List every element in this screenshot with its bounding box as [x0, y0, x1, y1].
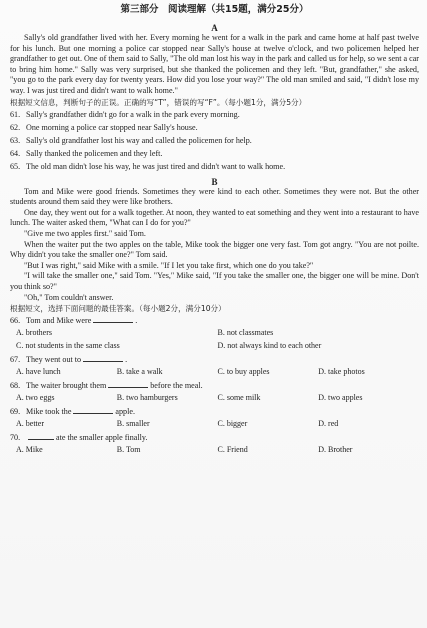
- passage-b-paragraph: "Give me two apples first." said Tom.: [24, 228, 146, 238]
- statement-item: [10, 121, 419, 134]
- answer-blank[interactable]: [108, 379, 148, 388]
- passage-a-label: A: [211, 23, 218, 33]
- option-c[interactable]: C. not students in the same class: [16, 341, 120, 351]
- part-title: 第三部分 阅读理解（共15题，满分25分）: [120, 4, 309, 15]
- question-70: [10, 431, 419, 443]
- statement-number: 65.: [10, 162, 21, 172]
- answer-blank[interactable]: [28, 431, 54, 440]
- question-text-after: before the meal.: [150, 381, 203, 391]
- option-b[interactable]: B. take a walk: [116, 367, 163, 377]
- answer-blank[interactable]: [93, 314, 133, 323]
- passage-b-paragraph: Tom and Mike were good friends. Sometimes they were kind to each other. Sometimes they were not. But the other students around them said they were like brothers.: [10, 186, 419, 207]
- options-row: [16, 444, 419, 456]
- question-69: [10, 405, 419, 417]
- option-b[interactable]: B. two hamburgers: [116, 393, 178, 403]
- question-text-after: .: [135, 316, 138, 326]
- option-a[interactable]: A. have lunch: [16, 367, 61, 377]
- option-b[interactable]: B. not classmates: [217, 328, 274, 338]
- question-text-after: ate the smaller apple finally.: [56, 433, 148, 443]
- question-number: 69.: [10, 407, 21, 417]
- options-row: [16, 327, 419, 339]
- question-text-after: apple.: [115, 407, 135, 417]
- answer-blank[interactable]: [83, 353, 123, 362]
- options-row: [16, 340, 419, 352]
- question-number: 66.: [10, 316, 21, 326]
- option-c[interactable]: C. some milk: [217, 393, 261, 403]
- question-67: [10, 353, 419, 365]
- statement-text: The old man didn't lose his way, he was just tired and didn't want to walk home.: [26, 162, 286, 172]
- options-row: [16, 366, 419, 378]
- question-text-before: They went out to: [26, 355, 82, 365]
- question-number: 68.: [10, 381, 21, 391]
- passage-a-text: Sally's old grandfather lived with her. Every morning he went for a walk in the park and came home at half past twelve for his lunch. But one morning a police car stopped near Sally's house at twelve o'clock, and two policemen helped her grandfather to get out. One of them said to Sally, "The old man lost his way in the park and called us for help, so we sent a car to bring him home." Sally was very surprised, but she thanked the policemen and they left. "But, grandfather," she asked, "you go to the park every day for twenty years. How did you lose your way?" The old man smiled and said, "I didn't lose my way. I was just tired and didn't want to walk home.": [10, 33, 419, 95]
- statement-text: Sally thanked the policemen and they left.: [26, 149, 163, 159]
- option-d[interactable]: D. Brother: [318, 445, 353, 455]
- options-row: [16, 392, 419, 404]
- passage-b-label: B: [211, 176, 218, 187]
- option-d[interactable]: D. red: [318, 419, 339, 429]
- statement-text: Sally's grandfather didn't go for a walk in the park every morning.: [26, 109, 240, 119]
- passage-b-paragraph: "I will take the smaller one," said Tom. "Yes," Mike said, "If you take the smaller one, the bigger one will be mine. Don't you think so?": [10, 271, 419, 291]
- option-d[interactable]: D. take photos: [318, 367, 365, 377]
- question-text-before: The waiter brought them: [26, 381, 107, 391]
- passage-b-paragraph: "But I was right," said Mike with a smile. "If I let you take first, which one do you take?": [24, 260, 314, 270]
- option-a[interactable]: A. Mike: [16, 445, 43, 455]
- statement-number: 61.: [10, 109, 21, 119]
- passage-b-instruction: 根据短文，选择下面问题的最佳答案。（每小题2分，满分10分）: [10, 304, 226, 314]
- statement-item: [10, 134, 419, 147]
- question-text-after: .: [125, 355, 128, 365]
- question-text-before: Mike took the: [26, 407, 72, 417]
- option-c[interactable]: C. to buy apples: [217, 367, 270, 377]
- option-b[interactable]: B. Tom: [116, 445, 141, 455]
- question-text-before: Tom and Mike were: [26, 316, 92, 326]
- statement-text: One morning a police car stopped near Sally's house.: [26, 122, 198, 132]
- statement-number: 64.: [10, 149, 21, 159]
- option-c[interactable]: C. Friend: [217, 445, 248, 455]
- option-b[interactable]: B. smaller: [116, 419, 150, 429]
- statement-item: [10, 160, 419, 173]
- passage-a-instruction: 根据短文信息，判断句子的正误。正确的写“T”，错误的写“F”。（每小题1分，满分5分）: [10, 97, 307, 107]
- question-number: 70.: [10, 433, 21, 443]
- statement-number: 63.: [10, 135, 21, 145]
- passage-b-paragraph: "Oh," Tom couldn't answer.: [24, 292, 114, 302]
- option-c[interactable]: C. bigger: [217, 419, 248, 429]
- statement-list: [10, 108, 419, 174]
- option-d[interactable]: D. not always kind to each other: [217, 341, 322, 351]
- statement-item: [10, 108, 419, 121]
- option-a[interactable]: A. brothers: [16, 328, 52, 338]
- statement-item: [10, 147, 419, 160]
- passage-b-paragraph: When the waiter put the two apples on the table, Mike took the bigger one very fast. Tom got angry. "You are not poilte. Why didn't you take the smaller one?" Tom said.: [10, 239, 419, 260]
- passage-b-paragraph: One day, they went out for a walk together. At noon, they wanted to eat something and they went into a restaurant to have lunch. The waiter asked them, "What can I do for you?": [10, 207, 419, 228]
- statement-number: 62.: [10, 122, 21, 132]
- options-row: [16, 418, 419, 430]
- option-a[interactable]: A. two eggs: [16, 393, 55, 403]
- statement-text: Sally's old grandfather lost his way and called the policemen for help.: [26, 135, 252, 145]
- answer-blank[interactable]: [73, 405, 113, 414]
- question-66: [10, 314, 419, 326]
- question-number: 67.: [10, 355, 21, 365]
- option-d[interactable]: D. two apples: [318, 393, 363, 403]
- question-68: [10, 379, 419, 391]
- option-a[interactable]: A. better: [16, 419, 44, 429]
